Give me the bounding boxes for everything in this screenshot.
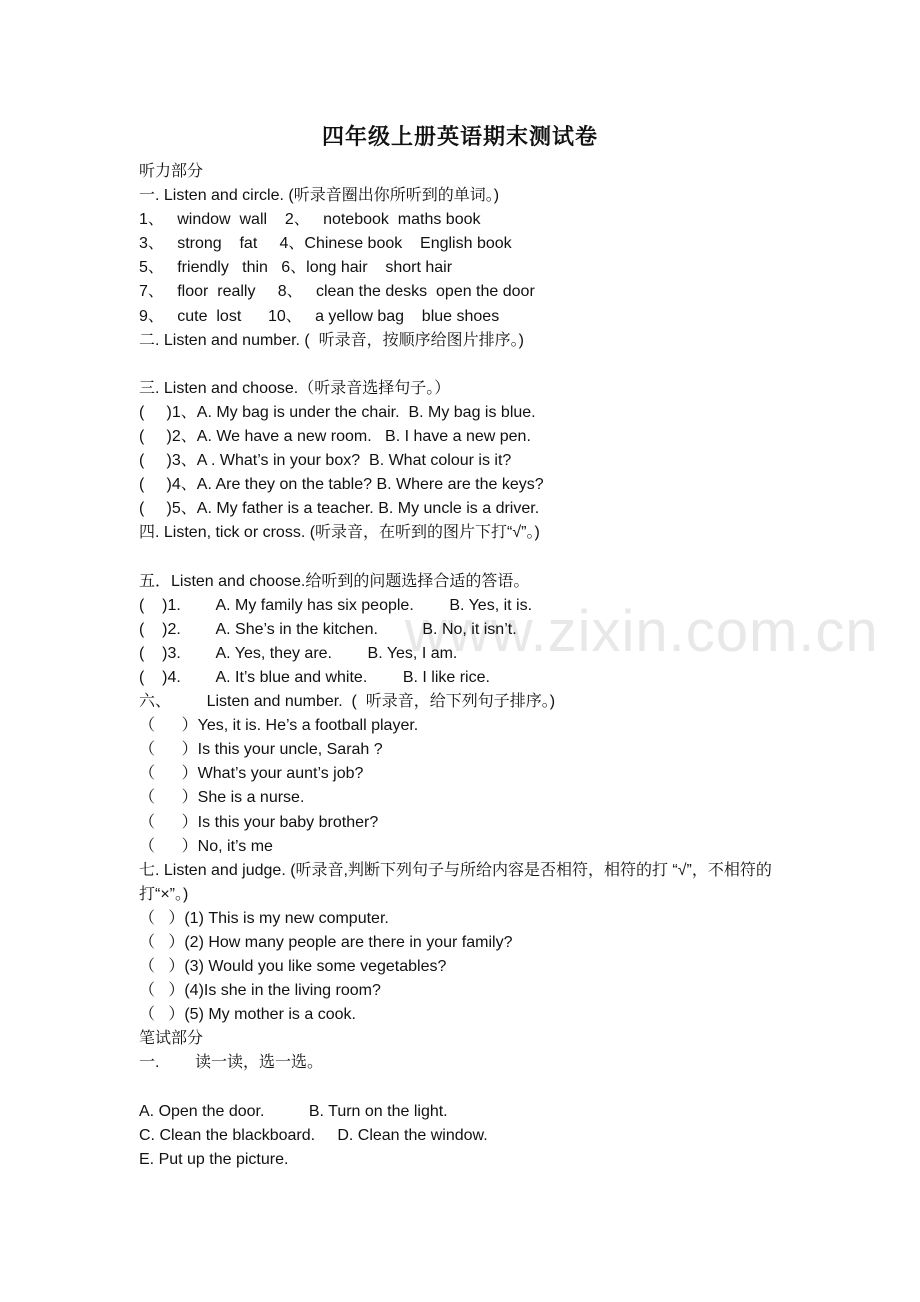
option-line: A. Open the door. B. Turn on the light. — [139, 1102, 448, 1120]
word-pair-line: 1、 window wall 2、 notebook maths book — [139, 211, 481, 229]
part-5-heading: 五．Listen and choose.给听到的问题选择合适的答语。 — [139, 572, 530, 590]
question-line: ( )2. A. She’s in the kitchen. B. No, it isn’t. — [139, 620, 517, 638]
sentence-line: （ ）What’s your aunt’s job? — [139, 765, 364, 783]
judge-line: （ ）(2) How many people are there in your family? — [139, 934, 513, 951]
sentence-line: （ ）Is this your uncle, Sarah ? — [139, 741, 383, 759]
question-line: ( )3. A. Yes, they are. B. Yes, I am. — [139, 644, 458, 662]
word-pair-line: 5、 friendly thin 6、long hair short hair — [139, 259, 453, 277]
part-2-heading: 二. Listen and number. ( 听录音，按顺序给图片排序。) — [139, 331, 524, 349]
judge-line: （ ）(3) Would you like some vegetables? — [139, 958, 447, 976]
section-heading-written: 笔试部分 — [139, 1030, 204, 1048]
option-line: E. Put up the picture. — [139, 1150, 289, 1168]
question-line: ( )3、A . What’s in your box? B. What colour is it? — [139, 452, 512, 470]
blank-line — [139, 1076, 799, 1100]
exam-content — [139, 160, 799, 1172]
judge-line: （ ）(5) My mother is a cook. — [139, 1006, 356, 1024]
judge-line: （ ）(4)Is she in the living room? — [139, 982, 381, 1000]
watermark: www.zixin.com.cn — [405, 599, 879, 664]
section-heading-listening: 听力部分 — [139, 163, 204, 180]
word-pair-line: 7、 floor really 8、 clean the desks open the door — [139, 283, 535, 301]
part-7-heading: 七. Listen and judge. (听录音,判断下列句子与所给内容是否相符，相符的打 “√”，不相符的打“×”。) — [139, 861, 772, 903]
sentence-line: （ ）Is this your baby brother? — [139, 813, 379, 831]
page-title: 四年级上册英语期末测试卷 — [321, 124, 598, 149]
question-line: ( )5、A. My father is a teacher. B. My uncle is a driver. — [139, 500, 540, 518]
sentence-line: （ ）She is a nurse. — [139, 789, 305, 807]
blank-line — [139, 353, 799, 377]
sentence-line: （ ）No, it’s me — [139, 837, 273, 855]
question-line: ( )1、A. My bag is under the chair. B. My bag is blue. — [139, 403, 536, 421]
part-3-heading: 三. Listen and choose.（听录音选择句子。） — [139, 379, 451, 397]
word-pair-line: 3、 strong fat 4、Chinese book English book — [139, 235, 512, 253]
question-line: ( )1. A. My family has six people. B. Yes, it is. — [139, 596, 533, 614]
part-4-heading: 四. Listen, tick or cross. (听录音，在听到的图片下打“√”。) — [139, 524, 540, 542]
written-part-1-heading: 一. 读一读，选一选。 — [139, 1054, 324, 1072]
question-line: ( )4. A. It’s blue and white. B. I like rice. — [139, 668, 490, 686]
judge-line: （ ）(1) This is my new computer. — [139, 909, 389, 927]
part-1-heading: 一. Listen and circle. (听录音圈出你所听到的单词。) — [139, 187, 500, 205]
option-line: C. Clean the blackboard. D. Clean the window. — [139, 1126, 488, 1144]
word-pair-line: 9、 cute lost 10、 a yellow bag blue shoes — [139, 307, 500, 325]
question-line: ( )2、A. We have a new room. B. I have a new pen. — [139, 428, 531, 446]
question-line: ( )4、A. Are they on the table? B. Where are the keys? — [139, 476, 544, 494]
part-6-heading: 六、 Listen and number. ( 听录音，给下列句子排序。) — [139, 693, 556, 711]
sentence-line: （ ）Yes, it is. He’s a football player. — [139, 717, 419, 735]
blank-line — [139, 546, 799, 570]
